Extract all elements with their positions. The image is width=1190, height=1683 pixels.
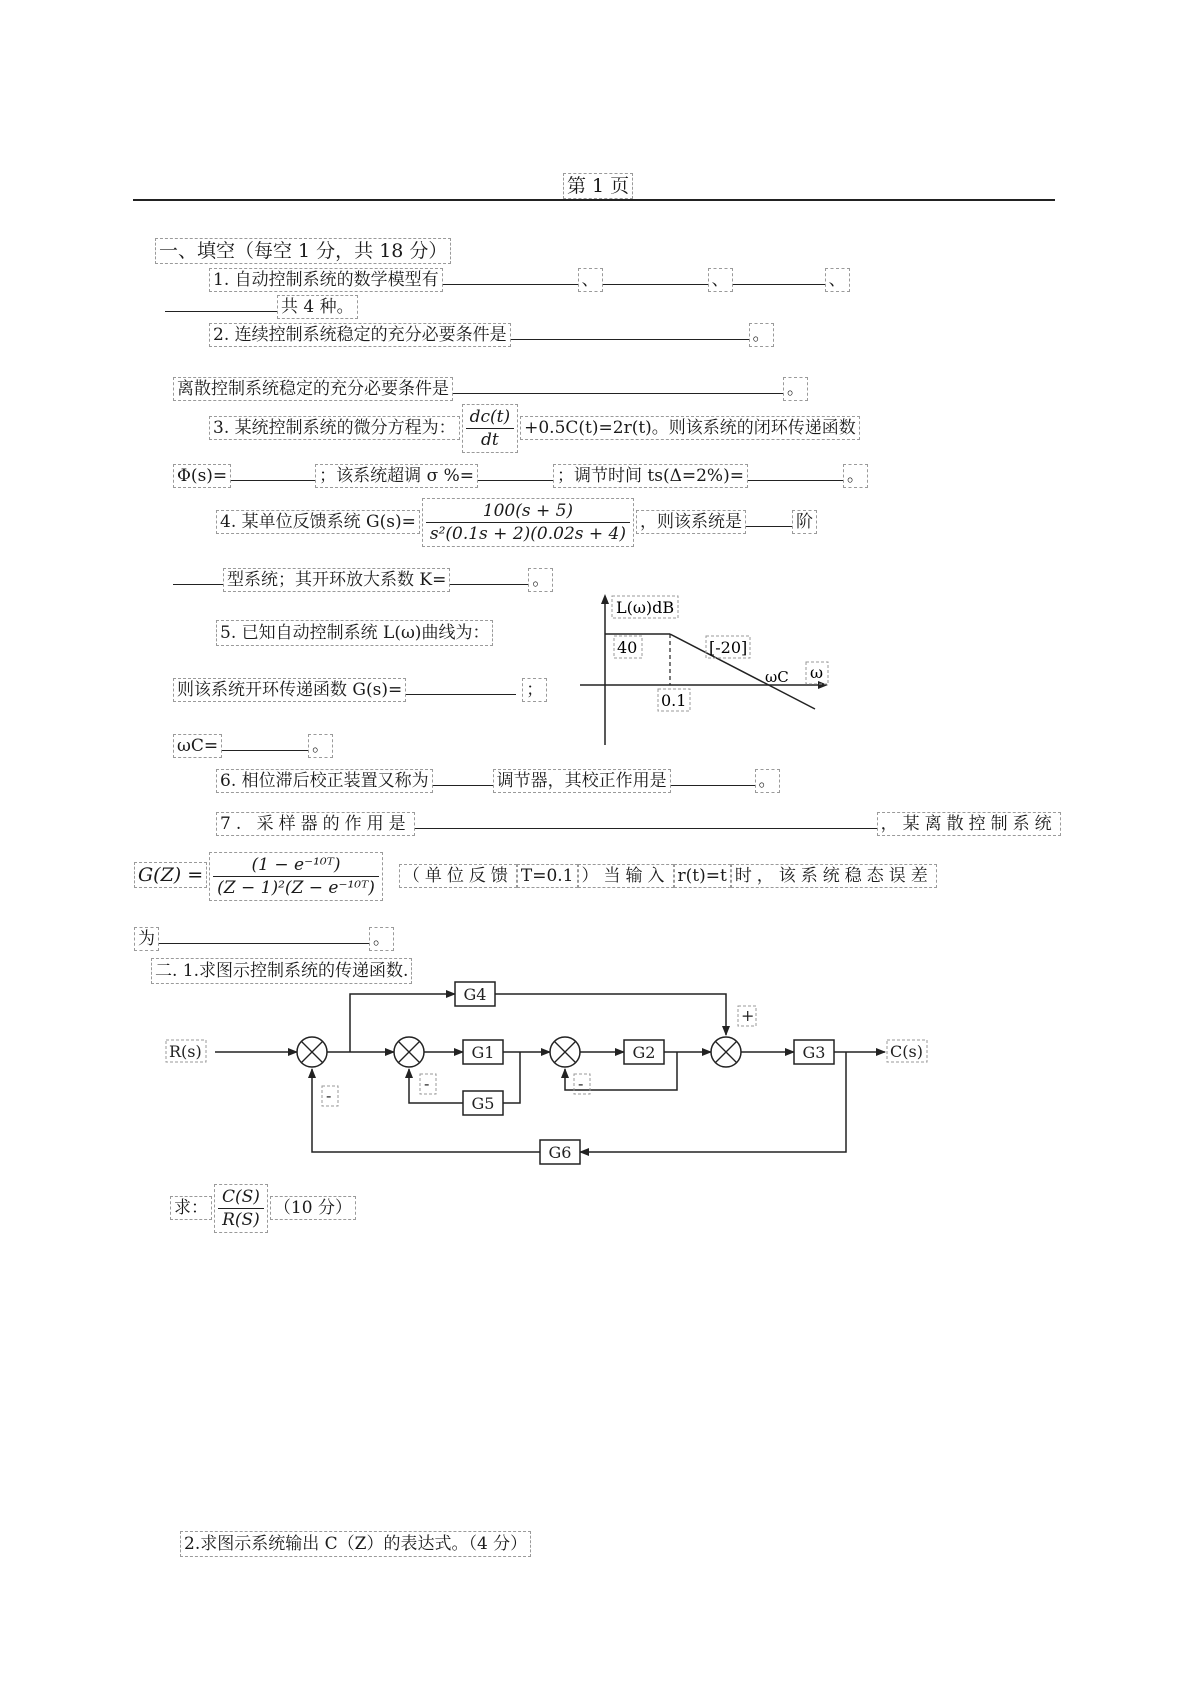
bode-xlabel: ω xyxy=(810,663,824,682)
diagram-input-label: R(s) xyxy=(169,1042,202,1061)
q7-tail: ，某离散控制系统 xyxy=(877,812,1061,836)
q5-semi: ； xyxy=(522,678,547,702)
q5-line2 xyxy=(173,676,547,701)
q7-line1 xyxy=(216,810,1061,835)
q2-line2 xyxy=(173,375,808,400)
q4-blank-k[interactable] xyxy=(450,566,528,585)
q7-err: 时，该系统稳态误差 xyxy=(731,864,937,888)
q1-blank-1[interactable] xyxy=(443,266,578,285)
bode-wc: ωC xyxy=(765,668,789,686)
q1-sep-2: 、 xyxy=(708,268,733,292)
ask-label: 求： xyxy=(170,1196,212,1220)
q4-den: s²(0.1s + 2)(0.02s + 4) xyxy=(429,524,626,544)
block-g2-label: G2 xyxy=(632,1043,656,1062)
q3-line1 xyxy=(209,404,860,453)
wire-c-to-g6 xyxy=(580,1052,846,1152)
sign-plus-g4: + xyxy=(741,1006,755,1025)
q6-blank-1[interactable] xyxy=(433,767,493,786)
q2-blank-1[interactable] xyxy=(511,321,749,340)
q5-wc: ωC= xyxy=(173,734,222,758)
q2-end-2: 。 xyxy=(783,377,808,401)
q3-end: 。 xyxy=(843,464,868,488)
q7-when: ）当输入 xyxy=(578,864,674,888)
q4-blank-type[interactable] xyxy=(173,566,223,585)
q6-end: 。 xyxy=(755,769,780,793)
q3-blank-phi[interactable] xyxy=(231,462,315,481)
q3-text: 3. 某统控制系统的微分方程为： xyxy=(209,416,460,440)
section2-q1-title: 二. 1.求图示控制系统的传递函数. xyxy=(151,958,412,984)
q6-line xyxy=(216,767,780,792)
header-rule xyxy=(133,199,1055,201)
section2-q2-title: 2.求图示系统输出 C（Z）的表达式。（4 分） xyxy=(180,1531,531,1557)
ask-den: R(S) xyxy=(222,1210,260,1230)
q4-order: 阶 xyxy=(792,510,817,534)
ask-points: （10 分） xyxy=(270,1196,356,1220)
bode-y-arrow xyxy=(601,594,609,604)
q1-line1 xyxy=(209,266,850,291)
q3-num: dc(t) xyxy=(466,406,515,429)
q7-num: (1 − e⁻¹⁰ᵀ) xyxy=(213,854,379,877)
bode-ylabel: L(ω)dB xyxy=(616,598,675,617)
bode-corner: 0.1 xyxy=(661,691,687,710)
q7-rt: r(t)=t xyxy=(674,864,731,888)
q5-end: 。 xyxy=(308,734,333,758)
q7-blank-2[interactable] xyxy=(159,925,369,944)
block-g6-label: G6 xyxy=(548,1143,572,1162)
q5-gs: 则该系统开环传递函数 G(s)= xyxy=(173,678,406,702)
q7-gz: G(Z) = xyxy=(134,862,207,888)
q2-1-ask xyxy=(170,1184,356,1233)
q2-line1 xyxy=(209,321,774,346)
bode-x-arrow xyxy=(818,681,828,689)
q6-mid: 调节器，其校正作用是 xyxy=(493,769,671,793)
q3-phi: Φ(s)= xyxy=(173,464,231,488)
q7-line3 xyxy=(134,925,394,950)
q3-derivative xyxy=(462,404,519,453)
q7-text: 7. 采样器的作用是 xyxy=(216,812,415,836)
q5-text: 5. 已知自动控制系统 L(ω)曲线为： xyxy=(216,620,493,646)
q3-tail: +0.5C(t)=2r(t)。则该系统的闭环传递函数 xyxy=(520,416,860,440)
block-diagram xyxy=(150,980,950,1180)
q7-wei: 为 xyxy=(134,927,159,951)
q7-cond: （单位反馈 xyxy=(399,864,517,888)
q7-gz-fraction xyxy=(209,852,383,901)
q4-transfer-fn xyxy=(422,498,634,547)
q2-text: 2. 连续控制系统稳定的充分必要条件是 xyxy=(209,323,511,347)
q4-line1 xyxy=(216,498,817,547)
diagram-output-label: C(s) xyxy=(890,1042,923,1061)
block-g3-label: G3 xyxy=(802,1043,826,1062)
q1-tail: 共 4 种。 xyxy=(277,295,358,319)
sign-minus-g5: - xyxy=(424,1074,430,1093)
q5-blank-gs[interactable] xyxy=(406,676,516,695)
q6-blank-2[interactable] xyxy=(671,767,755,786)
q4-end: 。 xyxy=(528,568,553,592)
block-g5-label: G5 xyxy=(471,1094,495,1113)
q5-blank-wc[interactable] xyxy=(222,732,308,751)
wire-g1-out-to-g5 xyxy=(503,1052,520,1103)
q3-overshoot: ；该系统超调 σ %= xyxy=(315,464,478,488)
block-g4-label: G4 xyxy=(463,985,487,1004)
q1-text: 1. 自动控制系统的数学模型有 xyxy=(209,268,443,292)
q7-den: (Z − 1)²(Z − e⁻¹⁰ᵀ) xyxy=(217,878,375,898)
q2-blank-2[interactable] xyxy=(453,375,783,394)
q2-end-1: 。 xyxy=(749,323,774,347)
sign-minus-g2: - xyxy=(578,1074,584,1093)
bode-plot xyxy=(570,590,840,750)
block-g1-label: G1 xyxy=(471,1043,495,1062)
ask-num: C(S) xyxy=(218,1186,264,1209)
q5-line3 xyxy=(173,732,333,757)
q3-blank-overshoot[interactable] xyxy=(478,462,553,481)
q4-blank-order[interactable] xyxy=(746,508,792,527)
q1-blank-2[interactable] xyxy=(603,266,708,285)
q3-settle: ；调节时间 ts(Δ=2%)= xyxy=(553,464,748,488)
ask-fraction xyxy=(214,1184,268,1233)
section1-title: 一、填空（每空 1 分，共 18 分） xyxy=(155,238,451,264)
sign-minus-g6: - xyxy=(326,1086,332,1105)
q6-text: 6. 相位滞后校正装置又称为 xyxy=(216,769,433,793)
q4-num: 100(s + 5) xyxy=(426,500,630,523)
q7-line2 xyxy=(134,852,937,901)
q1-line2 xyxy=(165,293,358,318)
wire-g4-to-s4 xyxy=(495,994,726,1035)
bode-slope: [-20] xyxy=(709,638,748,657)
q4-type-text: 型系统；其开环放大系数 K= xyxy=(223,568,450,592)
bode-level: 40 xyxy=(617,638,638,657)
q3-blank-settle[interactable] xyxy=(748,462,843,481)
q2-line2-text: 离散控制系统稳定的充分必要条件是 xyxy=(173,377,453,401)
q4-text: 4. 某单位反馈系统 G(s)= xyxy=(216,510,420,534)
q4-tail: ，则该系统是 xyxy=(636,510,746,534)
q4-line2 xyxy=(173,566,553,591)
q7-t: T=0.1 xyxy=(517,864,578,888)
q7-blank-1[interactable] xyxy=(415,810,877,829)
q1-blank-3[interactable] xyxy=(733,266,825,285)
q1-blank-4[interactable] xyxy=(165,293,277,312)
q3-den: dt xyxy=(481,430,499,450)
q3-line2 xyxy=(173,462,868,487)
q1-sep-3: 、 xyxy=(825,268,850,292)
page-number-label: 第 1 页 xyxy=(563,173,633,199)
q1-sep-1: 、 xyxy=(578,268,603,292)
q7-end: 。 xyxy=(369,927,394,951)
